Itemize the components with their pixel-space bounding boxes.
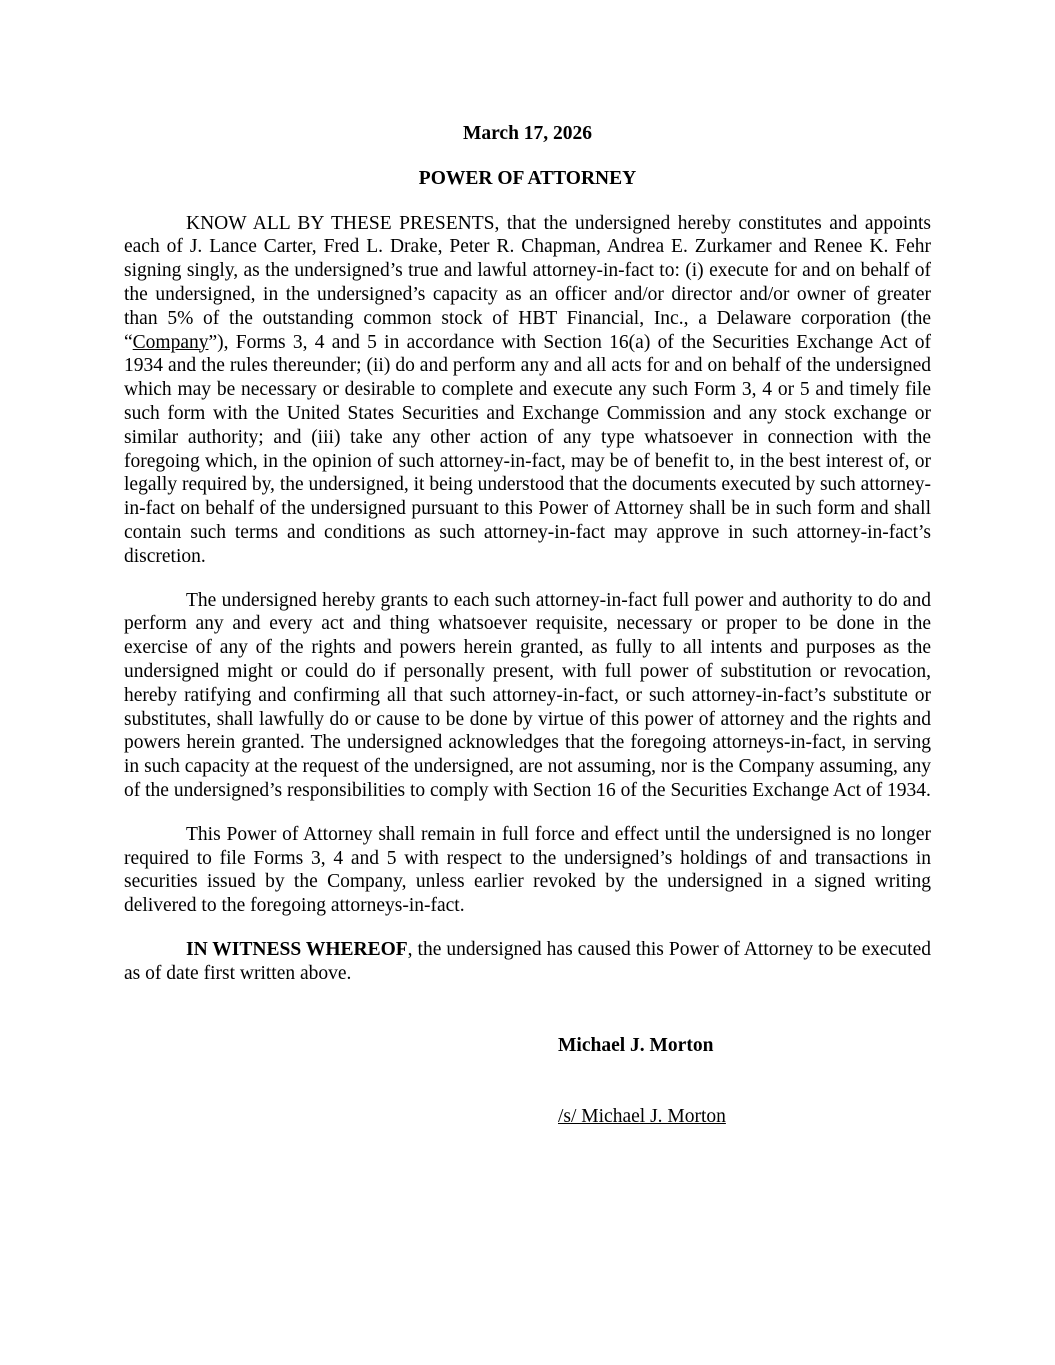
signatory-name: Michael J. Morton <box>558 1035 714 1056</box>
paragraph-appointment <box>124 212 931 569</box>
company-defined-term: Company <box>132 331 209 353</box>
paragraph-appointment-text-b: ”), Forms 3, 4 and 5 in accordance with Section 16(a) of the Securities Exchange Act of 1934 and the rules thereunder; (ii) do and perform any and all acts for and on behalf of the undersigned which may be necessary or desirable to complete and execute any such Form 3, 4 or 5 and timely file such form with the United States Securities and Exchange Commission and any stock exchange or similar authority; and (iii) take any other action of any type whatsoever in connection with the foregoing which, in the opinion of such attorney-in-fact, may be of benefit to, in the best interest of, or legally required by, the undersigned, it being understood that the documents executed by such attorney-in-fact on behalf of the undersigned pursuant to this Power of Attorney shall be in such form and shall contain such terms and conditions as such attorney-in-fact may approve in such attorney-in-fact’s discretion. <box>124 331 931 567</box>
document-title: POWER OF ATTORNEY <box>418 167 637 189</box>
signature-line: /s/ Michael J. Morton <box>558 1106 726 1127</box>
paragraph-duration: This Power of Attorney shall remain in full force and effect until the undersigned is no longer required to file Forms 3, 4 and 5 with respect to the undersigned’s holdings of and transactions in securities issued by the Company, unless earlier revoked by the undersigned in a signed writing delivered to the foregoing attorneys-in-fact. <box>124 823 931 917</box>
document-page <box>124 122 931 1127</box>
paragraph-witness <box>124 938 931 986</box>
document-date: March 17, 2026 <box>462 123 593 144</box>
witness-text: , the undersigned has caused this Power of Attorney to be executed as of date first written above. <box>124 938 931 984</box>
paragraph-appointment-text-a: KNOW ALL BY THESE PRESENTS, that the undersigned hereby constitutes and appoints each of J. Lance Carter, Fred L. Drake, Peter R. Chapman, Andrea E. Zurkamer and Renee K. Fehr signing singly, as the undersigned’s true and lawful attorney-in-fact to: (i) execute for and on behalf of the undersigned, in the undersigned’s capacity as an officer and/or director and/or owner of greater than 5% of the outstanding common stock of HBT Financial, Inc., a Delaware corporation (the “ <box>124 212 931 353</box>
paragraph-grant-of-authority: The undersigned hereby grants to each such attorney-in-fact full power and authority to do and perform any and every act and thing whatsoever requisite, necessary or proper to be done in the exercise of any of the rights and powers herein granted, as fully to all intents and purposes as the undersigned might or could do if personally present, with full power of substitution or revocation, hereby ratifying and confirming all that such attorney-in-fact, or such attorney-in-fact’s substitute or substitutes, shall lawfully do or cause to be done by virtue of this power of attorney and the rights and powers herein granted. The undersigned acknowledges that the foregoing attorneys-in-fact, in serving in such capacity at the request of the undersigned, are not assuming, nor is the Company assuming, any of the undersigned’s responsibilities to comply with Section 16 of the Securities Exchange Act of 1934. <box>124 589 931 801</box>
witness-heading: IN WITNESS WHEREOF <box>186 938 408 960</box>
